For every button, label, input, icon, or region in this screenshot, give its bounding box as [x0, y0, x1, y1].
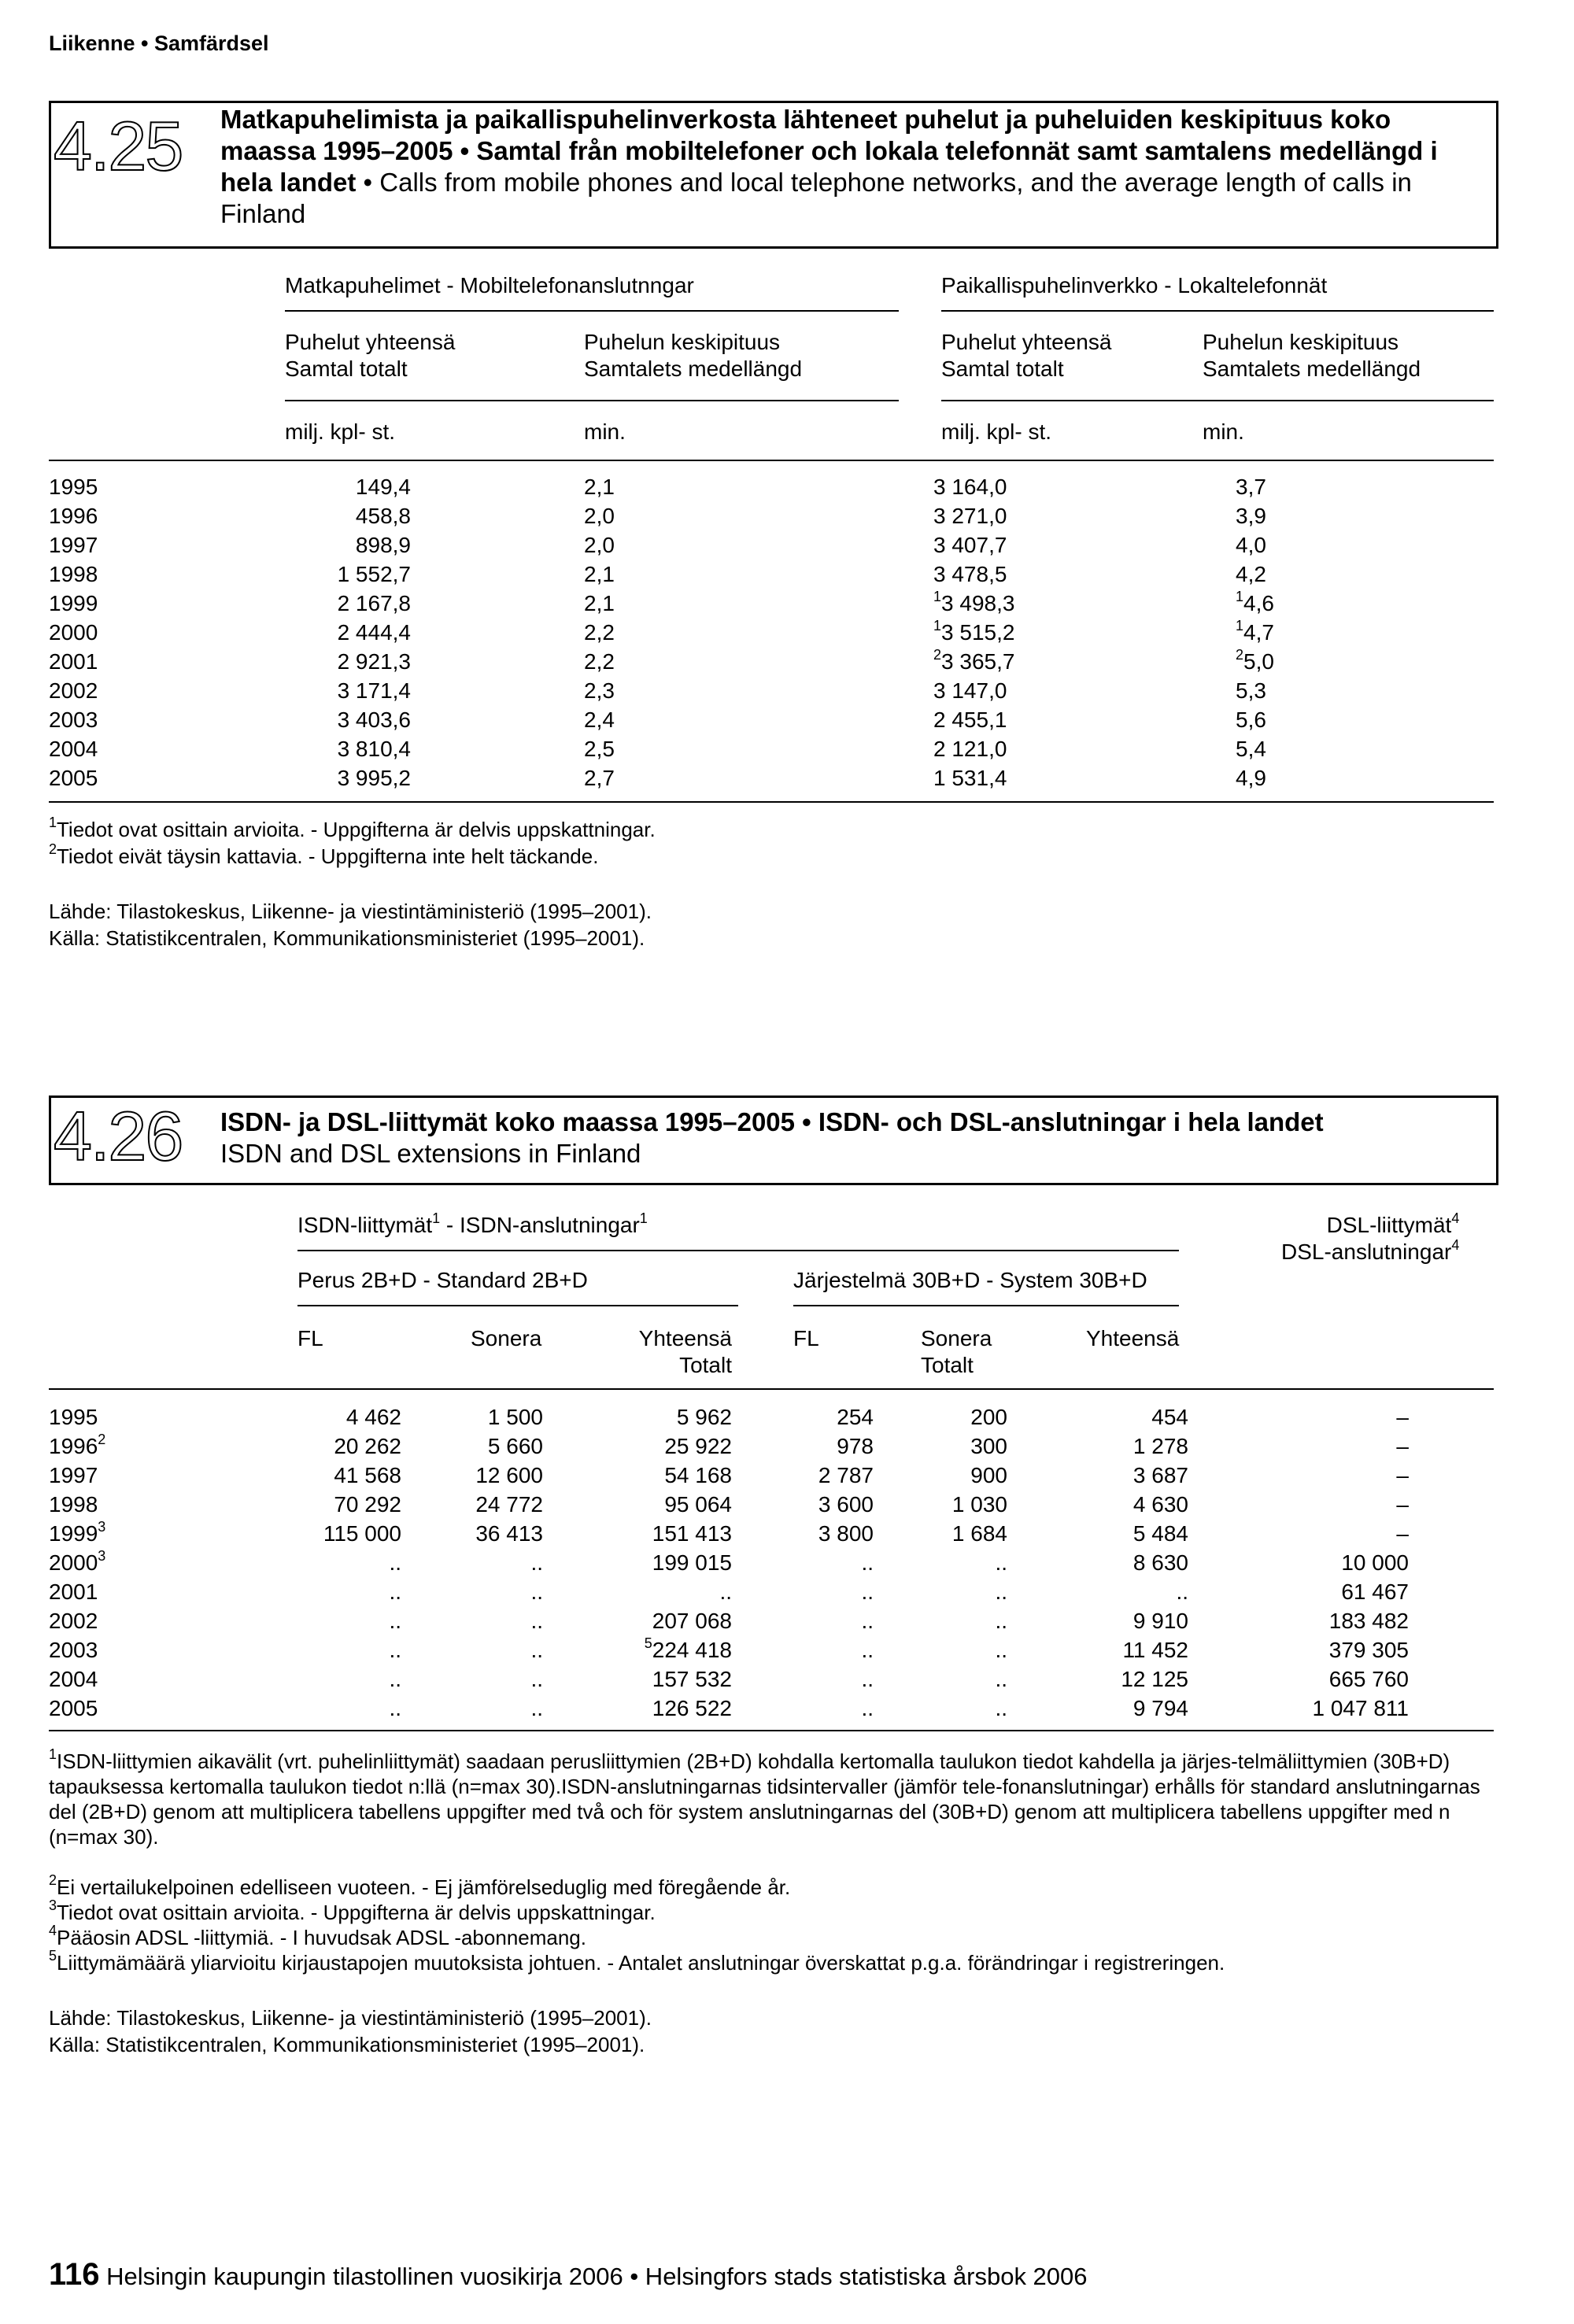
table-cell: 151 413 — [652, 1521, 732, 1546]
rule — [285, 310, 899, 312]
year-cell: 1997 — [49, 533, 98, 557]
table-cell: 3 271,0 — [933, 504, 1007, 528]
table-cell: 2,7 — [584, 766, 615, 790]
table-cell: 3 164,0 — [933, 475, 1007, 499]
table-title — [220, 104, 1480, 230]
table-cell: .. — [389, 1580, 401, 1604]
year-cell: 1999 — [49, 591, 98, 615]
rule — [297, 1305, 738, 1306]
table-cell: 4,9 — [1236, 766, 1266, 790]
table-cell: 25 922 — [664, 1434, 732, 1458]
table-cell: 126 522 — [652, 1696, 732, 1720]
table-cell: .. — [1176, 1580, 1188, 1604]
table-cell: 2,1 — [584, 475, 615, 499]
column-header-total: Yhteensä Totalt — [638, 1326, 732, 1377]
column-header-total: Yhteensä — [1086, 1326, 1180, 1350]
table-cell: 9 794 — [1132, 1696, 1188, 1720]
rule — [297, 1250, 1179, 1251]
basic-fl-column — [268, 1402, 401, 1723]
table-cell: 149,4 — [355, 475, 411, 499]
year-cell: 2004 — [49, 737, 98, 761]
footnote: $^1$ISDN-liittymien aikavälit (vrt. puhelinliittymät) saadaan perusliittymien (2B+D) kohdalla kertomalla taulukon tiedot kahdella ja järjes-telmäliittymien (30B+D) tapauksessa kertomalla taulukon tiedot n:llä (n=max 30).ISDN-anslutningarnas tidsintervaller (jämför tele-fonanslutningar) erhålls för standard anslutningarnas del (2B+D) genom att multiplicera tabellens uppgifter med två och för system anslutningarnas del (30B+D) genom att multiplicera tabellens uppgifter med n (n=max 30). — [49, 1746, 1480, 1849]
table-cell: 20 262 — [334, 1434, 401, 1458]
table-cell: 2,4 — [584, 708, 615, 732]
rule — [49, 460, 1494, 461]
table-cell: .. — [861, 1609, 874, 1633]
table-cell: .. — [389, 1667, 401, 1691]
table-cell: 1 278 — [1132, 1434, 1188, 1458]
group-header-mobile: Matkapuhelimet - Mobiltelefonanslutnngar — [285, 273, 694, 297]
table-cell: 1 030 — [951, 1492, 1007, 1517]
table-title — [220, 1107, 1487, 1169]
system-fl-column — [756, 1402, 874, 1723]
unit-label: milj. kpl- st. — [285, 419, 395, 444]
table-cell: .. — [389, 1696, 401, 1720]
table-number: 4.26 — [54, 1097, 183, 1175]
table-cell: .. — [995, 1638, 1007, 1662]
source: Källa: Statistikcentralen, Kommunikationsministeriet (1995–2001). — [49, 926, 645, 950]
year-column — [49, 1402, 159, 1723]
basic-sonera-column — [409, 1402, 543, 1723]
table-cell: 4 462 — [345, 1405, 401, 1429]
table-cell: .. — [530, 1638, 543, 1662]
year-cell: 1996 — [49, 504, 98, 528]
rule — [285, 400, 899, 401]
table-cell: $^1$3 498,3 — [933, 588, 1015, 615]
system-sonera-column — [889, 1402, 1007, 1723]
table-cell: .. — [861, 1550, 874, 1575]
local-calls-column — [933, 472, 1091, 793]
unit-label: min. — [1203, 419, 1244, 444]
table-cell: 3 800 — [818, 1521, 874, 1546]
rule — [49, 801, 1494, 803]
footnote: $^2$Ei vertailukelpoinen edelliseen vuoteen. - Ej jämförelseduglig med föregående år. — [49, 1872, 791, 1899]
table-cell: 54 168 — [664, 1463, 732, 1487]
table-cell: 9 910 — [1132, 1609, 1188, 1633]
table-cell: .. — [389, 1609, 401, 1633]
table-cell: 2,2 — [584, 649, 615, 674]
table-cell: 3 995,2 — [337, 766, 411, 790]
table-number: 4.25 — [54, 107, 183, 185]
table-cell: 5 962 — [676, 1405, 732, 1429]
year-cell: 2001 — [49, 649, 98, 674]
mobile-calls-column — [285, 472, 411, 793]
table-cell: 36 413 — [475, 1521, 543, 1546]
year-cell: 1999$^3$ — [49, 1518, 106, 1546]
column-header-sonera: Sonera — [471, 1326, 542, 1350]
rule — [941, 310, 1494, 312]
table-cell: 41 568 — [334, 1463, 401, 1487]
table-cell: 24 772 — [475, 1492, 543, 1517]
table-cell: 183 482 — [1328, 1609, 1409, 1633]
table-cell: .. — [995, 1580, 1007, 1604]
unit-label: milj. kpl- st. — [941, 419, 1051, 444]
subgroup-system: Järjestelmä 30B+D - System 30B+D — [793, 1268, 1147, 1292]
subgroup-basic: Perus 2B+D - Standard 2B+D — [297, 1268, 588, 1292]
table-title-en: • Calls from mobile phones and local telephone networks, and the average length of calls in Finland — [220, 168, 1412, 228]
table-cell: 115 000 — [323, 1521, 401, 1546]
table-cell: 898,9 — [355, 533, 411, 557]
table-cell: $^1$4,6 — [1236, 588, 1274, 615]
table-cell: 5 660 — [487, 1434, 543, 1458]
system-total-column — [1047, 1402, 1188, 1723]
table-cell: 2,5 — [584, 737, 615, 761]
table-cell: 300 — [970, 1434, 1007, 1458]
year-cell: 1998 — [49, 1492, 98, 1517]
year-cell: 2000$^3$ — [49, 1547, 106, 1575]
table-cell: .. — [995, 1696, 1007, 1720]
rule — [49, 1388, 1494, 1390]
year-cell: 2002 — [49, 678, 98, 703]
table-cell: .. — [861, 1667, 874, 1691]
table-cell: 2 167,8 — [337, 591, 411, 615]
table-cell: 70 292 — [334, 1492, 401, 1517]
group-header-isdn: ISDN-liittymät$^1$ - ISDN-anslutningar$^1$ — [297, 1210, 648, 1237]
column-header: Puhelut yhteensä Samtal totalt — [941, 330, 1112, 381]
table-cell: 3,9 — [1236, 504, 1266, 528]
table-cell: .. — [861, 1580, 874, 1604]
table-cell: 200 — [970, 1405, 1007, 1429]
table-cell: 2 121,0 — [933, 737, 1007, 761]
table-cell: .. — [389, 1550, 401, 1575]
table-cell: 2,0 — [584, 504, 615, 528]
table-cell: – — [1396, 1521, 1409, 1546]
table-cell: 207 068 — [652, 1609, 732, 1633]
table-cell: 254 — [837, 1405, 874, 1429]
table-cell: 665 760 — [1328, 1667, 1409, 1691]
table-cell: 978 — [837, 1434, 874, 1458]
year-cell: 2005 — [49, 1696, 98, 1720]
table-cell: 1 047 811 — [1312, 1696, 1409, 1720]
column-header-fl: FL — [793, 1326, 819, 1350]
column-header: Puhelut yhteensä Samtal totalt — [285, 330, 456, 381]
year-cell: 2004 — [49, 1667, 98, 1691]
table-cell: .. — [530, 1696, 543, 1720]
table-cell: .. — [861, 1638, 874, 1662]
footnote: $^1$Tiedot ovat osittain arvioita. - Uppgifterna är delvis uppskattningar. — [49, 815, 656, 841]
table-cell: .. — [530, 1580, 543, 1604]
year-cell: 2003 — [49, 1638, 98, 1662]
table-cell: .. — [530, 1550, 543, 1575]
table-cell: $^2$5,0 — [1236, 646, 1274, 674]
footer-text: Helsingin kaupungin tilastollinen vuosikirja 2006 • Helsingfors stads statistiska årsbok 2006 — [106, 2263, 1088, 2290]
table-cell: 1 552,7 — [337, 562, 411, 586]
table-cell: 2,0 — [584, 533, 615, 557]
group-header-dsl: DSL-liittymät$^4$ DSL-anslutningar$^4$ — [1281, 1210, 1460, 1264]
local-length-column — [1236, 472, 1330, 793]
table-cell: 11 452 — [1122, 1638, 1188, 1662]
table-cell: .. — [861, 1696, 874, 1720]
year-cell: 2000 — [49, 620, 98, 645]
table-cell: 61 467 — [1341, 1580, 1409, 1604]
table-cell: 5,6 — [1236, 708, 1266, 732]
year-cell: 1998 — [49, 562, 98, 586]
table-cell: 5,4 — [1236, 737, 1266, 761]
group-header-local: Paikallispuhelinverkko - Lokaltelefonnät — [941, 273, 1328, 297]
footnote: $^5$Liittymämäärä yliarvioitu kirjaustapojen muutoksista johtuen. - Antalet anslutningar överskattat p.g.a. förändringar i registreringen. — [49, 1948, 1225, 1975]
table-cell: 2 787 — [818, 1463, 874, 1487]
rule — [49, 1730, 1494, 1731]
footnote: $^3$Tiedot ovat osittain arvioita. - Uppgifterna är delvis uppskattningar. — [49, 1897, 656, 1924]
column-header: Puhelun keskipituus Samtalets medellängd — [1203, 330, 1421, 381]
table-cell: 10 000 — [1341, 1550, 1409, 1575]
table-cell: 2,2 — [584, 620, 615, 645]
source: Lähde: Tilastokeskus, Liikenne- ja viestintäministeriö (1995–2001). — [49, 900, 652, 923]
rule — [941, 400, 1494, 401]
table-cell: 5 484 — [1132, 1521, 1188, 1546]
table-cell: .. — [530, 1667, 543, 1691]
table-cell: 4,2 — [1236, 562, 1266, 586]
table-cell: 2 455,1 — [933, 708, 1007, 732]
table-cell: – — [1396, 1463, 1409, 1487]
source: Lähde: Tilastokeskus, Liikenne- ja viestintäministeriö (1995–2001). — [49, 2006, 652, 2030]
year-cell: 2001 — [49, 1580, 98, 1604]
table-cell: 454 — [1151, 1405, 1188, 1429]
table-cell: – — [1396, 1434, 1409, 1458]
table-cell: 3,7 — [1236, 475, 1266, 499]
table-cell: 12 125 — [1121, 1667, 1188, 1691]
table-cell: 1 500 — [487, 1405, 543, 1429]
footnote: $^2$Tiedot eivät täysin kattavia. - Uppgifterna inte helt täckande. — [49, 841, 599, 868]
table-cell: .. — [389, 1638, 401, 1662]
table-cell: 8 630 — [1132, 1550, 1188, 1575]
table-cell: 458,8 — [355, 504, 411, 528]
year-cell: 2005 — [49, 766, 98, 790]
mobile-length-column — [584, 472, 678, 793]
year-cell: 2003 — [49, 708, 98, 732]
table-cell: 3 407,7 — [933, 533, 1007, 557]
rule — [793, 1305, 1179, 1306]
table-cell: 1 531,4 — [933, 766, 1007, 790]
table-cell: 12 600 — [475, 1463, 543, 1487]
table-cell: 5,3 — [1236, 678, 1266, 703]
table-cell: .. — [530, 1609, 543, 1633]
table-cell: 3 600 — [818, 1492, 874, 1517]
year-cell: 1996$^2$ — [49, 1431, 106, 1458]
table-cell: .. — [995, 1609, 1007, 1633]
table-cell: .. — [995, 1667, 1007, 1691]
year-cell: 2002 — [49, 1609, 98, 1633]
year-cell: 1995 — [49, 1405, 98, 1429]
table-cell: 3 403,6 — [337, 708, 411, 732]
table-cell: 1 684 — [951, 1521, 1007, 1546]
table-cell: 3 810,4 — [337, 737, 411, 761]
dsl-column — [1275, 1402, 1409, 1723]
column-header-sonera: Sonera Totalt — [921, 1326, 992, 1377]
table-cell: .. — [995, 1550, 1007, 1575]
table-cell: 900 — [970, 1463, 1007, 1487]
source: Källa: Statistikcentralen, Kommunikationsministeriet (1995–2001). — [49, 2033, 645, 2056]
table-cell: 379 305 — [1328, 1638, 1409, 1662]
table-cell: 3 147,0 — [933, 678, 1007, 703]
column-header: Puhelun keskipituus Samtalets medellängd — [584, 330, 803, 381]
table-cell: – — [1396, 1492, 1409, 1517]
table-cell: $^1$3 515,2 — [933, 617, 1015, 645]
table-cell: 199 015 — [652, 1550, 732, 1575]
table-cell: 2,3 — [584, 678, 615, 703]
unit-label: min. — [584, 419, 626, 444]
table-cell: 2,1 — [584, 562, 615, 586]
table-cell: 4,0 — [1236, 533, 1266, 557]
table-title-en: ISDN and DSL extensions in Finland — [220, 1139, 641, 1168]
table-title-bold: ISDN- ja DSL-liittymät koko maassa 1995–2005 • ISDN- och DSL-anslutningar i hela landet — [220, 1107, 1324, 1136]
table-title-bold: Matkapuhelimista ja paikallispuhelinverkosta lähteneet puhelut ja puheluiden keskipituus koko maassa 1995–2005 • Samtal från mobiltelefoner och lokala telefonnät samt samtalens medellängd i hela landet — [220, 105, 1438, 197]
table-cell: 3 171,4 — [337, 678, 411, 703]
footnote: $^4$Pääosin ADSL -liittymiä. - I huvudsak ADSL -abonnemang. — [49, 1923, 586, 1949]
table-cell: – — [1396, 1405, 1409, 1429]
table-cell: 157 532 — [652, 1667, 732, 1691]
page-footer — [49, 2257, 1088, 2293]
table-cell: $^5$224 418 — [644, 1635, 732, 1662]
year-column — [49, 472, 159, 793]
section-header: Liikenne • Samfärdsel — [49, 31, 269, 55]
table-cell: 2,1 — [584, 591, 615, 615]
table-cell: 3 687 — [1132, 1463, 1188, 1487]
page-number: 116 — [49, 2257, 100, 2292]
basic-total-column — [575, 1402, 732, 1723]
table-cell: 2 444,4 — [337, 620, 411, 645]
year-cell: 1995 — [49, 475, 98, 499]
table-cell: 4 630 — [1132, 1492, 1188, 1517]
year-cell: 1997 — [49, 1463, 98, 1487]
table-cell: 95 064 — [664, 1492, 732, 1517]
table-cell: $^1$4,7 — [1236, 617, 1274, 645]
table-cell: .. — [719, 1580, 732, 1604]
table-cell: 2 921,3 — [337, 649, 411, 674]
column-header-fl: FL — [297, 1326, 323, 1350]
table-cell: $^2$3 365,7 — [933, 646, 1015, 674]
table-cell: 3 478,5 — [933, 562, 1007, 586]
